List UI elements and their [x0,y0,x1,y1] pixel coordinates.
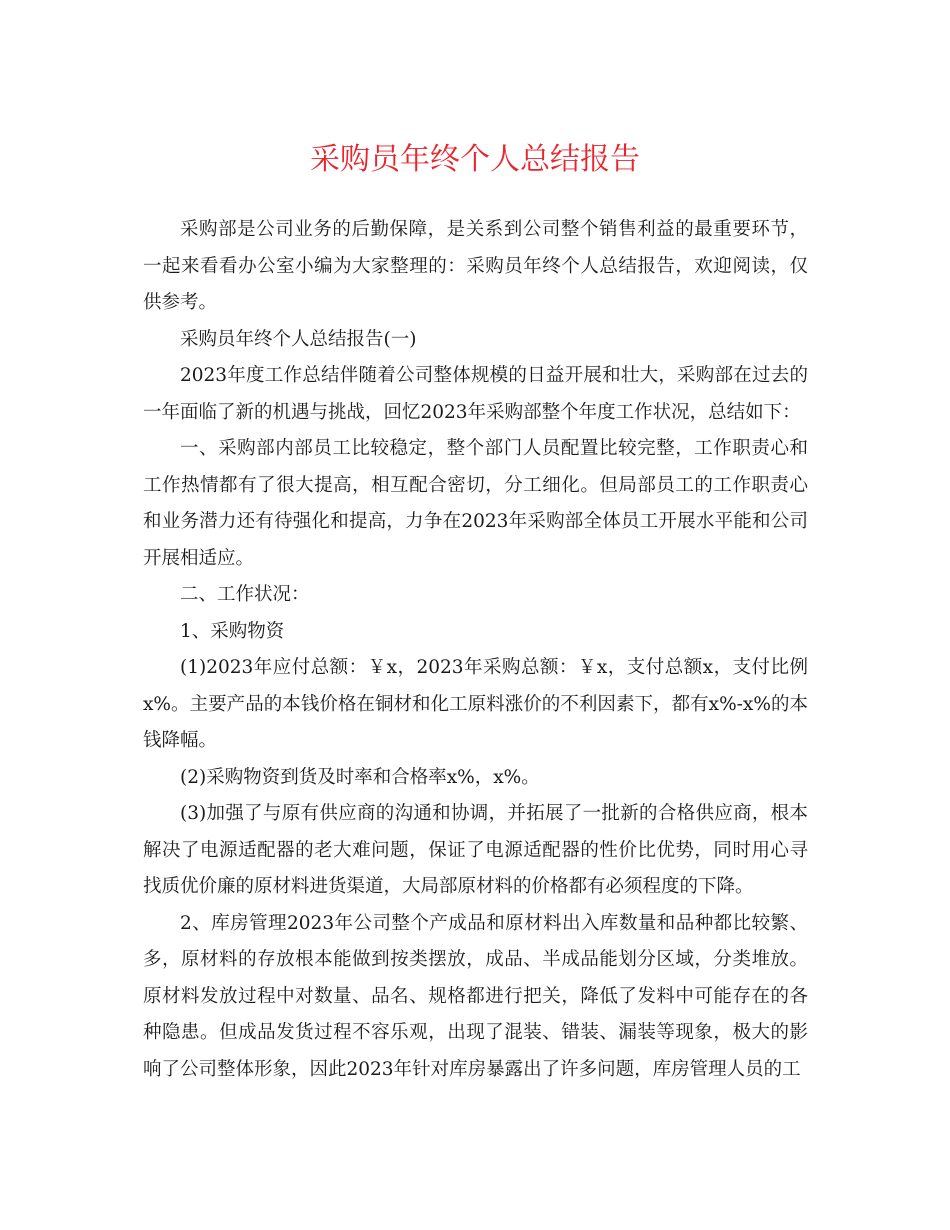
paragraph-staff: 一、采购部内部员工比较稳定，整个部门人员配置比较完整，工作职责心和工作热情都有了很大提高，相互配合密切，分工细化。但局部员工的工作职责心和业务潜力还有待强化和提高，力争在2023年采购部全体员工开展水平能和公司开展相适应。 [143,438,808,569]
section-heading: 采购员年终个人总结报告(一) [180,328,417,350]
paragraph-summary: 2023年度工作总结伴随着公司整体规模的日益开展和壮大，采购部在过去的一年面临了新的机遇与挑战，回忆2023年采购部整个年度工作状况，总结如下： [143,365,808,423]
subheading-work-status: 二、工作状况： [180,584,310,605]
paragraph-item-2: (2)采购物资到货及时率和合格率x%，x%。 [180,766,540,788]
document-body [143,212,808,1088]
paragraph-item-1: (1)2023年应付总额：￥x，2023年采购总额：￥x，支付总额x，支付比例x%。主要产品的本钱价格在铜材和化工原料涨价的不利因素下，都有x%-x%的本钱降幅。 [143,657,808,751]
paragraph-item-3: (3)加强了与原有供应商的沟通和协调，并拓展了一批新的合格供应商，根本解决了电源适配器的老大难问题，保证了电源适配器的性价比优势，同时用心寻找质优价廉的原材料进货渠道，大局部原材料的价格都有必须程度的下降。 [143,803,808,897]
paragraph-warehouse: 2、库房管理2023年公司整个产成品和原材料出入库数量和品种都比较繁、多，原材料的存放根本能做到按类摆放，成品、半成品能划分区域，分类堆放。原材料发放过程中对数量、品名、规格都进行把关，降低了发料中可能存在的各种隐患。但成品发货过程不容乐观，出现了混装、错装、漏装等现象，极大的影响了公司整体形象，因此2023年针对库房暴露出了许多问题，库房管理人员的工 [143,912,808,1080]
paragraph-intro: 采购部是公司业务的后勤保障，是关系到公司整个销售利益的最重要环节，一起来看看办公室小编为大家整理的：采购员年终个人总结报告，欢迎阅读，仅供参考。 [143,219,808,313]
document-title: 采购员年终个人总结报告 [310,142,640,177]
subheading-purchasing: 1、采购物资 [180,620,285,642]
